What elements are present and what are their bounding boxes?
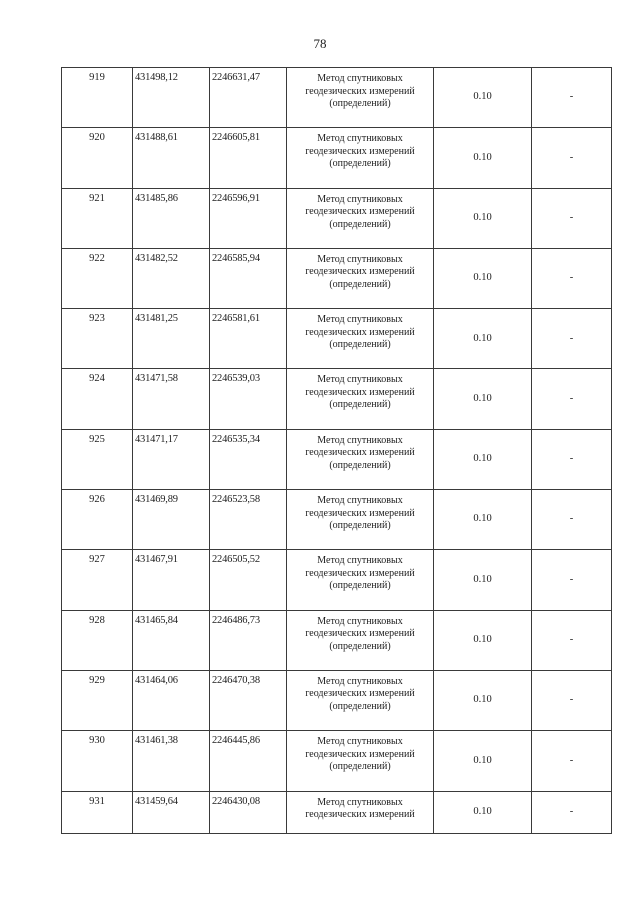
accuracy-cell: 0.10 [434, 128, 532, 188]
method-cell [287, 550, 434, 610]
method-text-line: (определений) [329, 218, 391, 230]
y-coordinate-cell: 2246581,61 [210, 309, 287, 369]
y-coordinate-cell: 2246539,03 [210, 369, 287, 429]
accuracy-cell: 0.10 [434, 188, 532, 248]
method-text-line: геодезических измерений [305, 628, 415, 640]
table-row [62, 188, 612, 248]
extra-value-cell: - [532, 429, 612, 489]
method-cell [287, 68, 434, 128]
method-text-line: Метод спутниковых [317, 133, 403, 145]
accuracy-cell: 0.10 [434, 490, 532, 550]
point-number-cell: 921 [62, 188, 133, 248]
y-coordinate-cell: 2246430,08 [210, 791, 287, 833]
point-number-cell: 924 [62, 369, 133, 429]
extra-value-cell: - [532, 550, 612, 610]
y-coordinate-cell: 2246631,47 [210, 68, 287, 128]
method-cell [287, 188, 434, 248]
method-cell [287, 128, 434, 188]
extra-value-cell: - [532, 791, 612, 833]
method-text-line: (определений) [329, 339, 391, 351]
table-row [62, 610, 612, 670]
accuracy-cell: 0.10 [434, 670, 532, 730]
method-text-line: Метод спутниковых [317, 736, 403, 748]
accuracy-cell: 0.10 [434, 68, 532, 128]
y-coordinate-cell: 2246535,34 [210, 429, 287, 489]
point-number-cell: 919 [62, 68, 133, 128]
accuracy-cell: 0.10 [434, 731, 532, 791]
method-text-line: геодезических измерений [305, 809, 415, 821]
method-text-line: (определений) [329, 399, 391, 411]
y-coordinate-cell: 2246470,38 [210, 670, 287, 730]
point-number-cell: 929 [62, 670, 133, 730]
accuracy-cell: 0.10 [434, 248, 532, 308]
accuracy-cell: 0.10 [434, 369, 532, 429]
method-text-line: (определений) [329, 459, 391, 471]
point-number-cell: 923 [62, 309, 133, 369]
method-text-line: Метод спутниковых [317, 73, 403, 84]
method-text-line: Метод спутниковых [317, 796, 403, 808]
method-cell [287, 309, 434, 369]
extra-value-cell: - [532, 610, 612, 670]
accuracy-cell: 0.10 [434, 610, 532, 670]
method-text-line: геодезических измерений [305, 326, 415, 338]
method-text-line: Метод спутниковых [317, 314, 403, 326]
coordinates-table [61, 67, 612, 834]
point-number-cell: 926 [62, 490, 133, 550]
method-text-line: Метод спутниковых [317, 253, 403, 265]
x-coordinate-cell: 431469,89 [133, 490, 210, 550]
point-number-cell: 928 [62, 610, 133, 670]
x-coordinate-cell: 431464,06 [133, 670, 210, 730]
extra-value-cell: - [532, 490, 612, 550]
y-coordinate-cell: 2246505,52 [210, 550, 287, 610]
method-text-line: геодезических измерений [305, 386, 415, 398]
extra-value-cell: - [532, 188, 612, 248]
method-text-line: геодезических измерений [305, 748, 415, 760]
method-text-line: геодезических измерений [305, 266, 415, 278]
x-coordinate-cell: 431481,25 [133, 309, 210, 369]
accuracy-cell: 0.10 [434, 309, 532, 369]
method-text-line: Метод спутниковых [317, 495, 403, 507]
point-number-cell: 930 [62, 731, 133, 791]
x-coordinate-cell: 431488,61 [133, 128, 210, 188]
point-number-cell: 920 [62, 128, 133, 188]
point-number-cell: 927 [62, 550, 133, 610]
x-coordinate-cell: 431461,38 [133, 731, 210, 791]
table-row [62, 309, 612, 369]
method-cell [287, 610, 434, 670]
x-coordinate-cell: 431459,64 [133, 791, 210, 833]
method-cell [287, 791, 434, 833]
method-cell [287, 429, 434, 489]
x-coordinate-cell: 431498,12 [133, 68, 210, 128]
table-row [62, 731, 612, 791]
point-number-cell: 922 [62, 248, 133, 308]
x-coordinate-cell: 431485,86 [133, 188, 210, 248]
method-cell [287, 369, 434, 429]
extra-value-cell: - [532, 309, 612, 369]
y-coordinate-cell: 2246605,81 [210, 128, 287, 188]
method-text-line: геодезических измерений [305, 145, 415, 157]
method-text-line: (определений) [329, 580, 391, 592]
table-row [62, 429, 612, 489]
extra-value-cell: - [532, 68, 612, 128]
method-text-line: (определений) [329, 700, 391, 712]
method-text-line: геодезических измерений [305, 567, 415, 579]
extra-value-cell: - [532, 369, 612, 429]
table-row [62, 670, 612, 730]
method-text-line: Метод спутниковых [317, 434, 403, 446]
extra-value-cell: - [532, 248, 612, 308]
table-row [62, 68, 612, 128]
method-text-line: (определений) [329, 98, 391, 109]
point-number-cell: 925 [62, 429, 133, 489]
method-text-line: геодезических измерений [305, 447, 415, 459]
y-coordinate-cell: 2246523,58 [210, 490, 287, 550]
point-number-cell: 931 [62, 791, 133, 833]
table-row [62, 128, 612, 188]
extra-value-cell: - [532, 731, 612, 791]
table-row [62, 490, 612, 550]
method-text-line: Метод спутниковых [317, 555, 403, 567]
coordinates-table-container [61, 67, 612, 834]
method-text-line: (определений) [329, 640, 391, 652]
method-text-line: геодезических измерений [305, 688, 415, 700]
method-text-line: Метод спутниковых [317, 374, 403, 386]
y-coordinate-cell: 2246585,94 [210, 248, 287, 308]
method-text-line: (определений) [329, 761, 391, 773]
method-text-line: Метод спутниковых [317, 193, 403, 205]
x-coordinate-cell: 431471,17 [133, 429, 210, 489]
extra-value-cell: - [532, 128, 612, 188]
accuracy-cell: 0.10 [434, 550, 532, 610]
page-number: 78 [313, 36, 327, 51]
x-coordinate-cell: 431482,52 [133, 248, 210, 308]
x-coordinate-cell: 431471,58 [133, 369, 210, 429]
method-text-line: геодезических измерений [305, 206, 415, 218]
accuracy-cell: 0.10 [434, 429, 532, 489]
method-text-line: геодезических измерений [305, 85, 415, 97]
table-row [62, 248, 612, 308]
method-text-line: геодезических измерений [305, 507, 415, 519]
method-cell [287, 670, 434, 730]
method-cell [287, 731, 434, 791]
x-coordinate-cell: 431467,91 [133, 550, 210, 610]
method-text-line: Метод спутниковых [317, 615, 403, 627]
method-cell [287, 248, 434, 308]
table-body [62, 68, 612, 834]
x-coordinate-cell: 431465,84 [133, 610, 210, 670]
method-text-line: (определений) [329, 158, 391, 170]
table-row [62, 791, 612, 833]
method-text-line: (определений) [329, 278, 391, 290]
accuracy-cell: 0.10 [434, 791, 532, 833]
extra-value-cell: - [532, 670, 612, 730]
table-row [62, 369, 612, 429]
y-coordinate-cell: 2246596,91 [210, 188, 287, 248]
method-text-line: Метод спутниковых [317, 675, 403, 687]
y-coordinate-cell: 2246445,86 [210, 731, 287, 791]
method-text-line: (определений) [329, 520, 391, 532]
table-row [62, 550, 612, 610]
method-cell [287, 490, 434, 550]
y-coordinate-cell: 2246486,73 [210, 610, 287, 670]
